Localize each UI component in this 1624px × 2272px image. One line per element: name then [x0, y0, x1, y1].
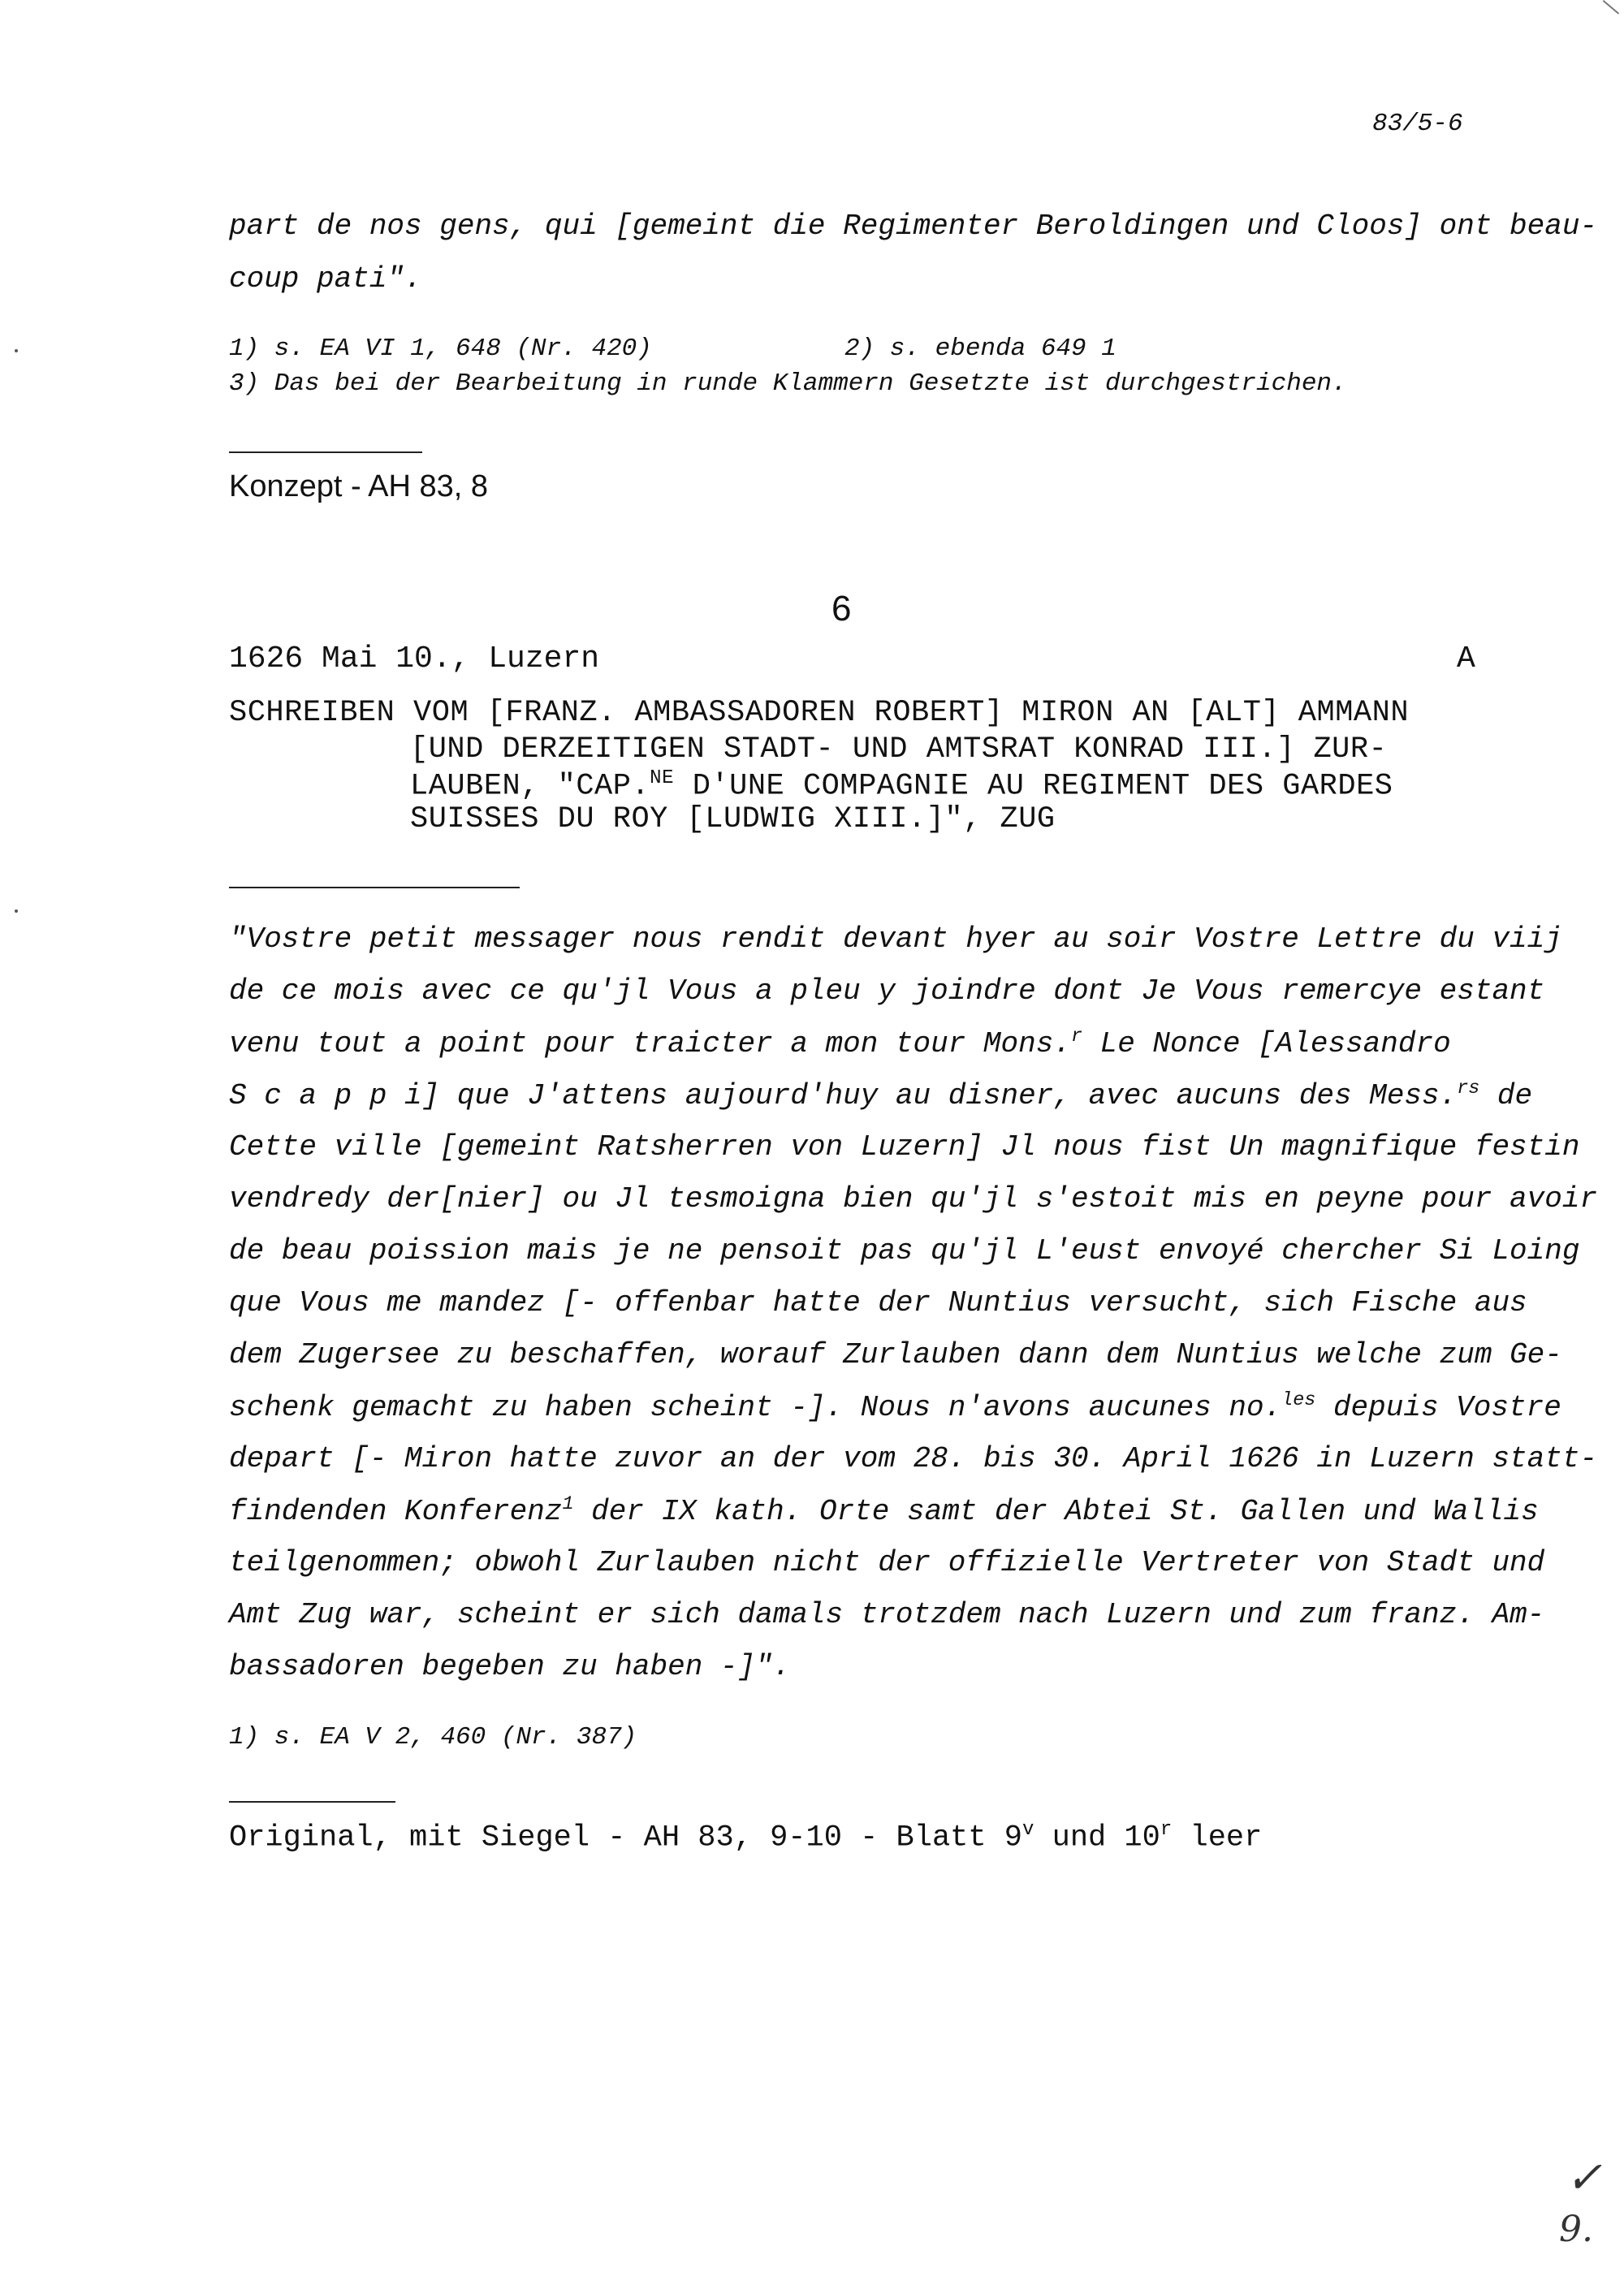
body-line: teilgenommen; obwohl Zurlauben nicht der offizielle Vertreter von Stadt und — [229, 1546, 1545, 1579]
body-line: Cette ville [gemeint Ratsherren von Luzern] Jl nous fist Un magnifique festin — [229, 1130, 1580, 1164]
footnote: 1) s. EA V 2, 460 (Nr. 387) — [229, 1723, 637, 1752]
page-number: 83/5-6 — [1372, 110, 1463, 138]
folio-number: 9. — [1559, 2209, 1593, 2250]
body-line: S c a p p i] que J'attens aujourd'huy au disner, avec aucuns des Mess.$^{rs}$ de — [229, 1078, 1533, 1112]
prev-source-line: Konzept - AH 83, 8 — [229, 469, 488, 503]
body-line: de ce mois avec ce qu'jl Vous a pleu y joindre dont Je Vous remercye estant — [229, 974, 1545, 1008]
heading-line: [UND DERZEITIGEN STADT- UND AMTSRAT KONRAD III.] ZUR- — [410, 732, 1388, 767]
heading-line: LAUBEN, "CAP.$^{NE}$ D'UNE COMPAGNIE AU REGIMENT DES GARDES — [410, 767, 1393, 804]
body-line: findenden Konferenz$^1$ der IX kath. Orte samt der Abtei St. Gallen und Wallis — [229, 1494, 1539, 1528]
body-line: de beau poission mais je ne pensoit pas qu'jl L'eust envoyé chercher Si Loing — [229, 1234, 1580, 1268]
body-line: Amt Zug war, scheint er sich damals trotzdem nach Luzern und zum franz. Am- — [229, 1598, 1545, 1631]
prev-footnote-3: 3) Das bei der Bearbeitung in runde Klammern Gesetzte ist durchgestrichen. — [229, 369, 1347, 398]
source-line: Original, mit Siegel - AH 83, 9-10 - Blatt 9$^v$ und 10$^r$ leer — [229, 1819, 1263, 1855]
body-line: bassadoren begeben zu haben -]". — [229, 1650, 791, 1683]
divider-rule — [229, 451, 422, 453]
prev-footnote-2: 2) s. ebenda 649 1 — [844, 335, 1116, 363]
body-line: vendredy der[nier] ou Jl tesmoigna bien qu'jl s'estoit mis en peyne pour avoir — [229, 1182, 1598, 1216]
body-line: venu tout a point pour traicter a mon tour Mons.$^r$ Le Nonce [Alessandro — [229, 1026, 1451, 1060]
prev-text-line: part de nos gens, qui [gemeint die Regimenter Beroldingen und Cloos] ont beau- — [229, 209, 1598, 243]
body-line: "Vostre petit messager nous rendit devant hyer au soir Vostre Lettre du viij — [229, 922, 1562, 956]
prev-footnote-1: 1) s. EA VI 1, 648 (Nr. 420) — [229, 335, 652, 363]
document-type-letter: A — [1457, 641, 1475, 676]
heading-line: SCHREIBEN VOM [FRANZ. AMBASSADOREN ROBERT] MIRON AN [ALT] AMMANN — [229, 696, 1410, 730]
prev-text-line: coup pati". — [229, 262, 422, 296]
body-line: dem Zugersee zu beschaffen, worauf Zurlauben dann dem Nuntius welche zum Ge- — [229, 1338, 1562, 1371]
punch-hole-mark — [15, 909, 18, 913]
divider-rule — [229, 887, 520, 888]
body-line: depart [- Miron hatte zuvor an der vom 28. bis 30. April 1626 in Luzern statt- — [229, 1442, 1598, 1475]
body-line: que Vous me mandez [- offenbar hatte der Nuntius versucht, sich Fische aus — [229, 1286, 1527, 1320]
body-line: schenk gemacht zu haben scheint -]. Nous n'avons aucunes no.$^{les}$ depuis Vostre — [229, 1390, 1561, 1424]
heading-line: SUISSES DU ROY [LUDWIG XIII.]", ZUG — [410, 802, 1056, 836]
date-place: 1626 Mai 10., Luzern — [229, 641, 600, 676]
punch-hole-mark — [15, 349, 18, 352]
document-number: 6 — [831, 589, 852, 628]
corner-fold-mark — [1590, 0, 1620, 30]
divider-rule — [229, 1801, 395, 1803]
check-mark: ✓ — [1566, 2152, 1603, 2203]
